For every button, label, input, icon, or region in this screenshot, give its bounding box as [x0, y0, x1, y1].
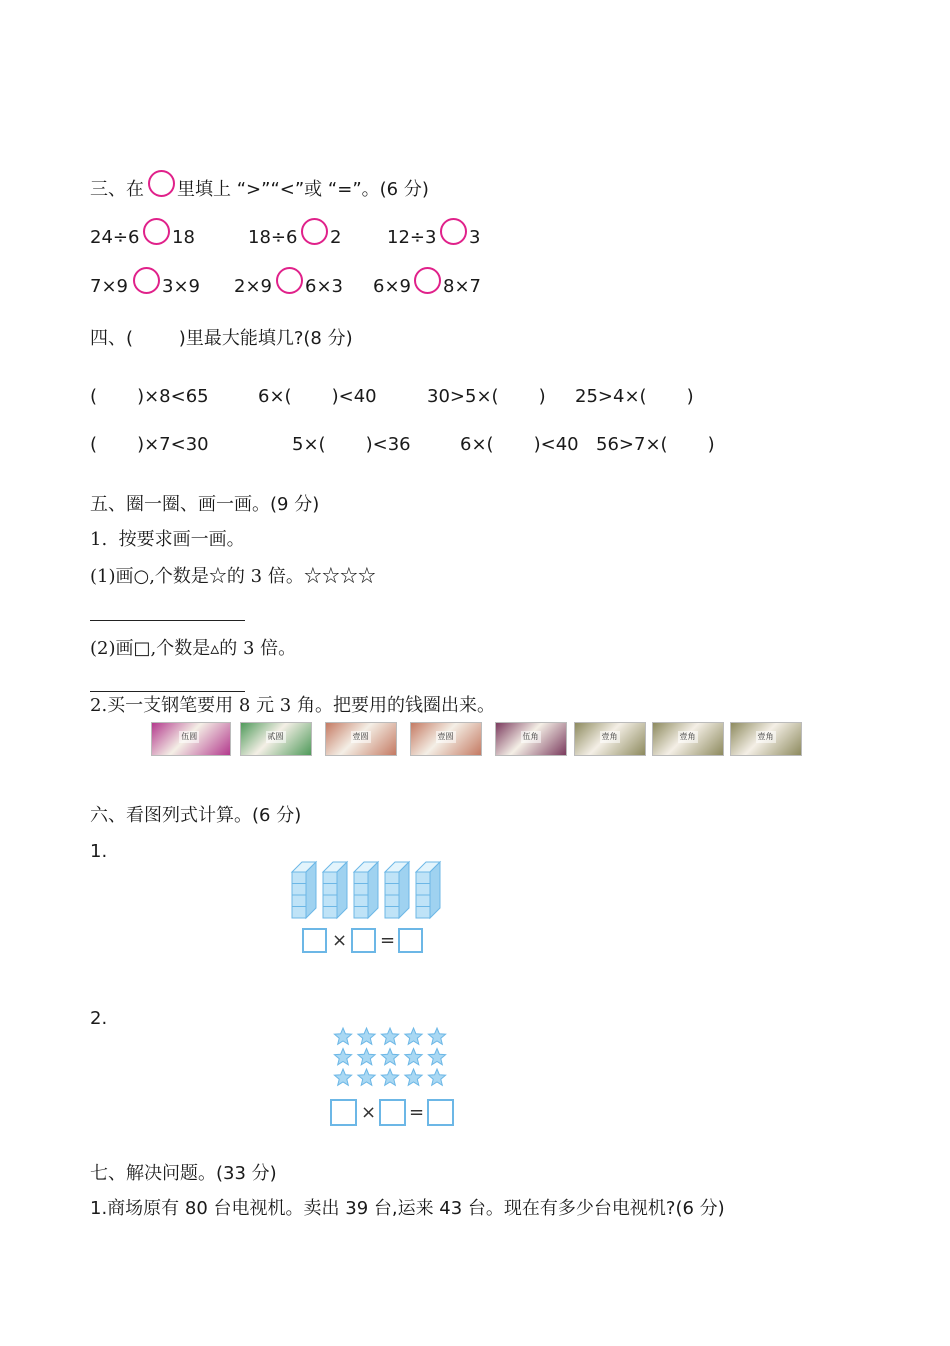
banknote[interactable] — [325, 722, 397, 756]
compare-right: 3 — [469, 227, 481, 248]
banknote-label: 伍角 — [522, 732, 539, 741]
compare-left: 7×9 — [90, 276, 128, 297]
cube-stack — [385, 862, 409, 918]
compare-left: 2×9 — [234, 276, 272, 297]
star-grid-figure — [330, 1026, 452, 1090]
star — [428, 1028, 445, 1044]
compare-left: 24÷6 — [90, 227, 140, 248]
answer-circle[interactable] — [440, 218, 467, 245]
section3-title-end: 里填上 “>”“<”或 “=”。(6 分) — [177, 179, 429, 200]
answer-circle[interactable] — [414, 267, 441, 294]
fill-item: ( )×7<30 — [90, 434, 209, 455]
star — [358, 1069, 375, 1085]
section5-title: 五、圈一圈、画一画。(9 分) — [90, 494, 320, 515]
cube-stack — [323, 862, 347, 918]
answer-box[interactable] — [302, 928, 327, 953]
banknote-label: 壹角 — [679, 732, 696, 741]
compare-right: 3×9 — [162, 276, 200, 297]
star — [334, 1049, 351, 1065]
fill-item: 5×( )<36 — [292, 434, 411, 455]
banknote-label: 伍圆 — [181, 732, 198, 741]
cube-stack — [416, 862, 440, 918]
banknote-label: 贰圆 — [267, 732, 284, 741]
banknote-label: 壹圆 — [437, 732, 454, 741]
star — [334, 1028, 351, 1044]
star — [358, 1049, 375, 1065]
star — [428, 1049, 445, 1065]
answer-circle[interactable] — [133, 267, 160, 294]
cube-stacks-figure — [290, 858, 450, 920]
cube-stack — [354, 862, 378, 918]
equals-sign: = — [380, 930, 396, 951]
compare-right: 6×3 — [305, 276, 343, 297]
question-1: 1. 按要求画一画。 — [90, 529, 245, 550]
answer-line[interactable] — [90, 691, 245, 692]
star — [381, 1069, 398, 1085]
section7-title: 七、解决问题。(33 分) — [90, 1163, 277, 1184]
compare-left: 6×9 — [373, 276, 411, 297]
banknote[interactable] — [151, 722, 231, 756]
times-sign: × — [332, 930, 348, 951]
question-1a: (1)画○,个数是☆的 3 倍。☆☆☆☆ — [90, 566, 376, 587]
compare-right: 2 — [330, 227, 342, 248]
equals-sign: = — [409, 1102, 425, 1123]
compare-left: 18÷6 — [248, 227, 298, 248]
star — [381, 1049, 398, 1065]
fill-item: ( )×8<65 — [90, 386, 209, 407]
star — [428, 1069, 445, 1085]
star — [405, 1049, 422, 1065]
fill-item: 25>4×( ) — [575, 386, 694, 407]
answer-box[interactable] — [398, 928, 423, 953]
banknote-label: 壹角 — [601, 732, 618, 741]
banknote[interactable] — [730, 722, 802, 756]
star — [358, 1028, 375, 1044]
banknote[interactable] — [495, 722, 567, 756]
banknote-label: 壹角 — [757, 732, 774, 741]
fill-item: 6×( )<40 — [460, 434, 579, 455]
answer-circle[interactable] — [301, 218, 328, 245]
compare-right: 8×7 — [443, 276, 481, 297]
fill-item: 30>5×( ) — [427, 386, 546, 407]
banknote-label: 壹圆 — [352, 732, 369, 741]
answer-circle[interactable] — [143, 218, 170, 245]
word-problem-1: 1.商场原有 80 台电视机。卖出 39 台,运来 43 台。现在有多少台电视机?(6 分) — [90, 1198, 725, 1219]
answer-box[interactable] — [330, 1099, 357, 1126]
star — [334, 1069, 351, 1085]
answer-box[interactable] — [379, 1099, 406, 1126]
fill-item: 6×( )<40 — [258, 386, 377, 407]
star — [405, 1069, 422, 1085]
question-2-label: 2. — [90, 1008, 108, 1029]
cube-stack — [292, 862, 316, 918]
answer-circle[interactable] — [276, 267, 303, 294]
question-1-label: 1. — [90, 841, 108, 862]
section6-title: 六、看图列式计算。(6 分) — [90, 805, 302, 826]
answer-line[interactable] — [90, 620, 245, 621]
section3-title-start: 三、在 — [90, 179, 144, 200]
banknote[interactable] — [410, 722, 482, 756]
banknote[interactable] — [652, 722, 724, 756]
fill-item: 56>7×( ) — [596, 434, 715, 455]
banknote[interactable] — [574, 722, 646, 756]
section4-title: 四、( )里最大能填几?(8 分) — [90, 328, 353, 349]
answer-box[interactable] — [427, 1099, 454, 1126]
question-1b: (2)画□,个数是▵的 3 倍。 — [90, 638, 297, 659]
compare-left: 12÷3 — [387, 227, 437, 248]
question-2: 2.买一支钢笔要用 8 元 3 角。把要用的钱圈出来。 — [90, 695, 495, 716]
compare-right: 18 — [172, 227, 195, 248]
star — [381, 1028, 398, 1044]
banknote[interactable] — [240, 722, 312, 756]
times-sign: × — [361, 1102, 377, 1123]
answer-box[interactable] — [351, 928, 376, 953]
answer-circle[interactable] — [148, 170, 175, 197]
star — [405, 1028, 422, 1044]
